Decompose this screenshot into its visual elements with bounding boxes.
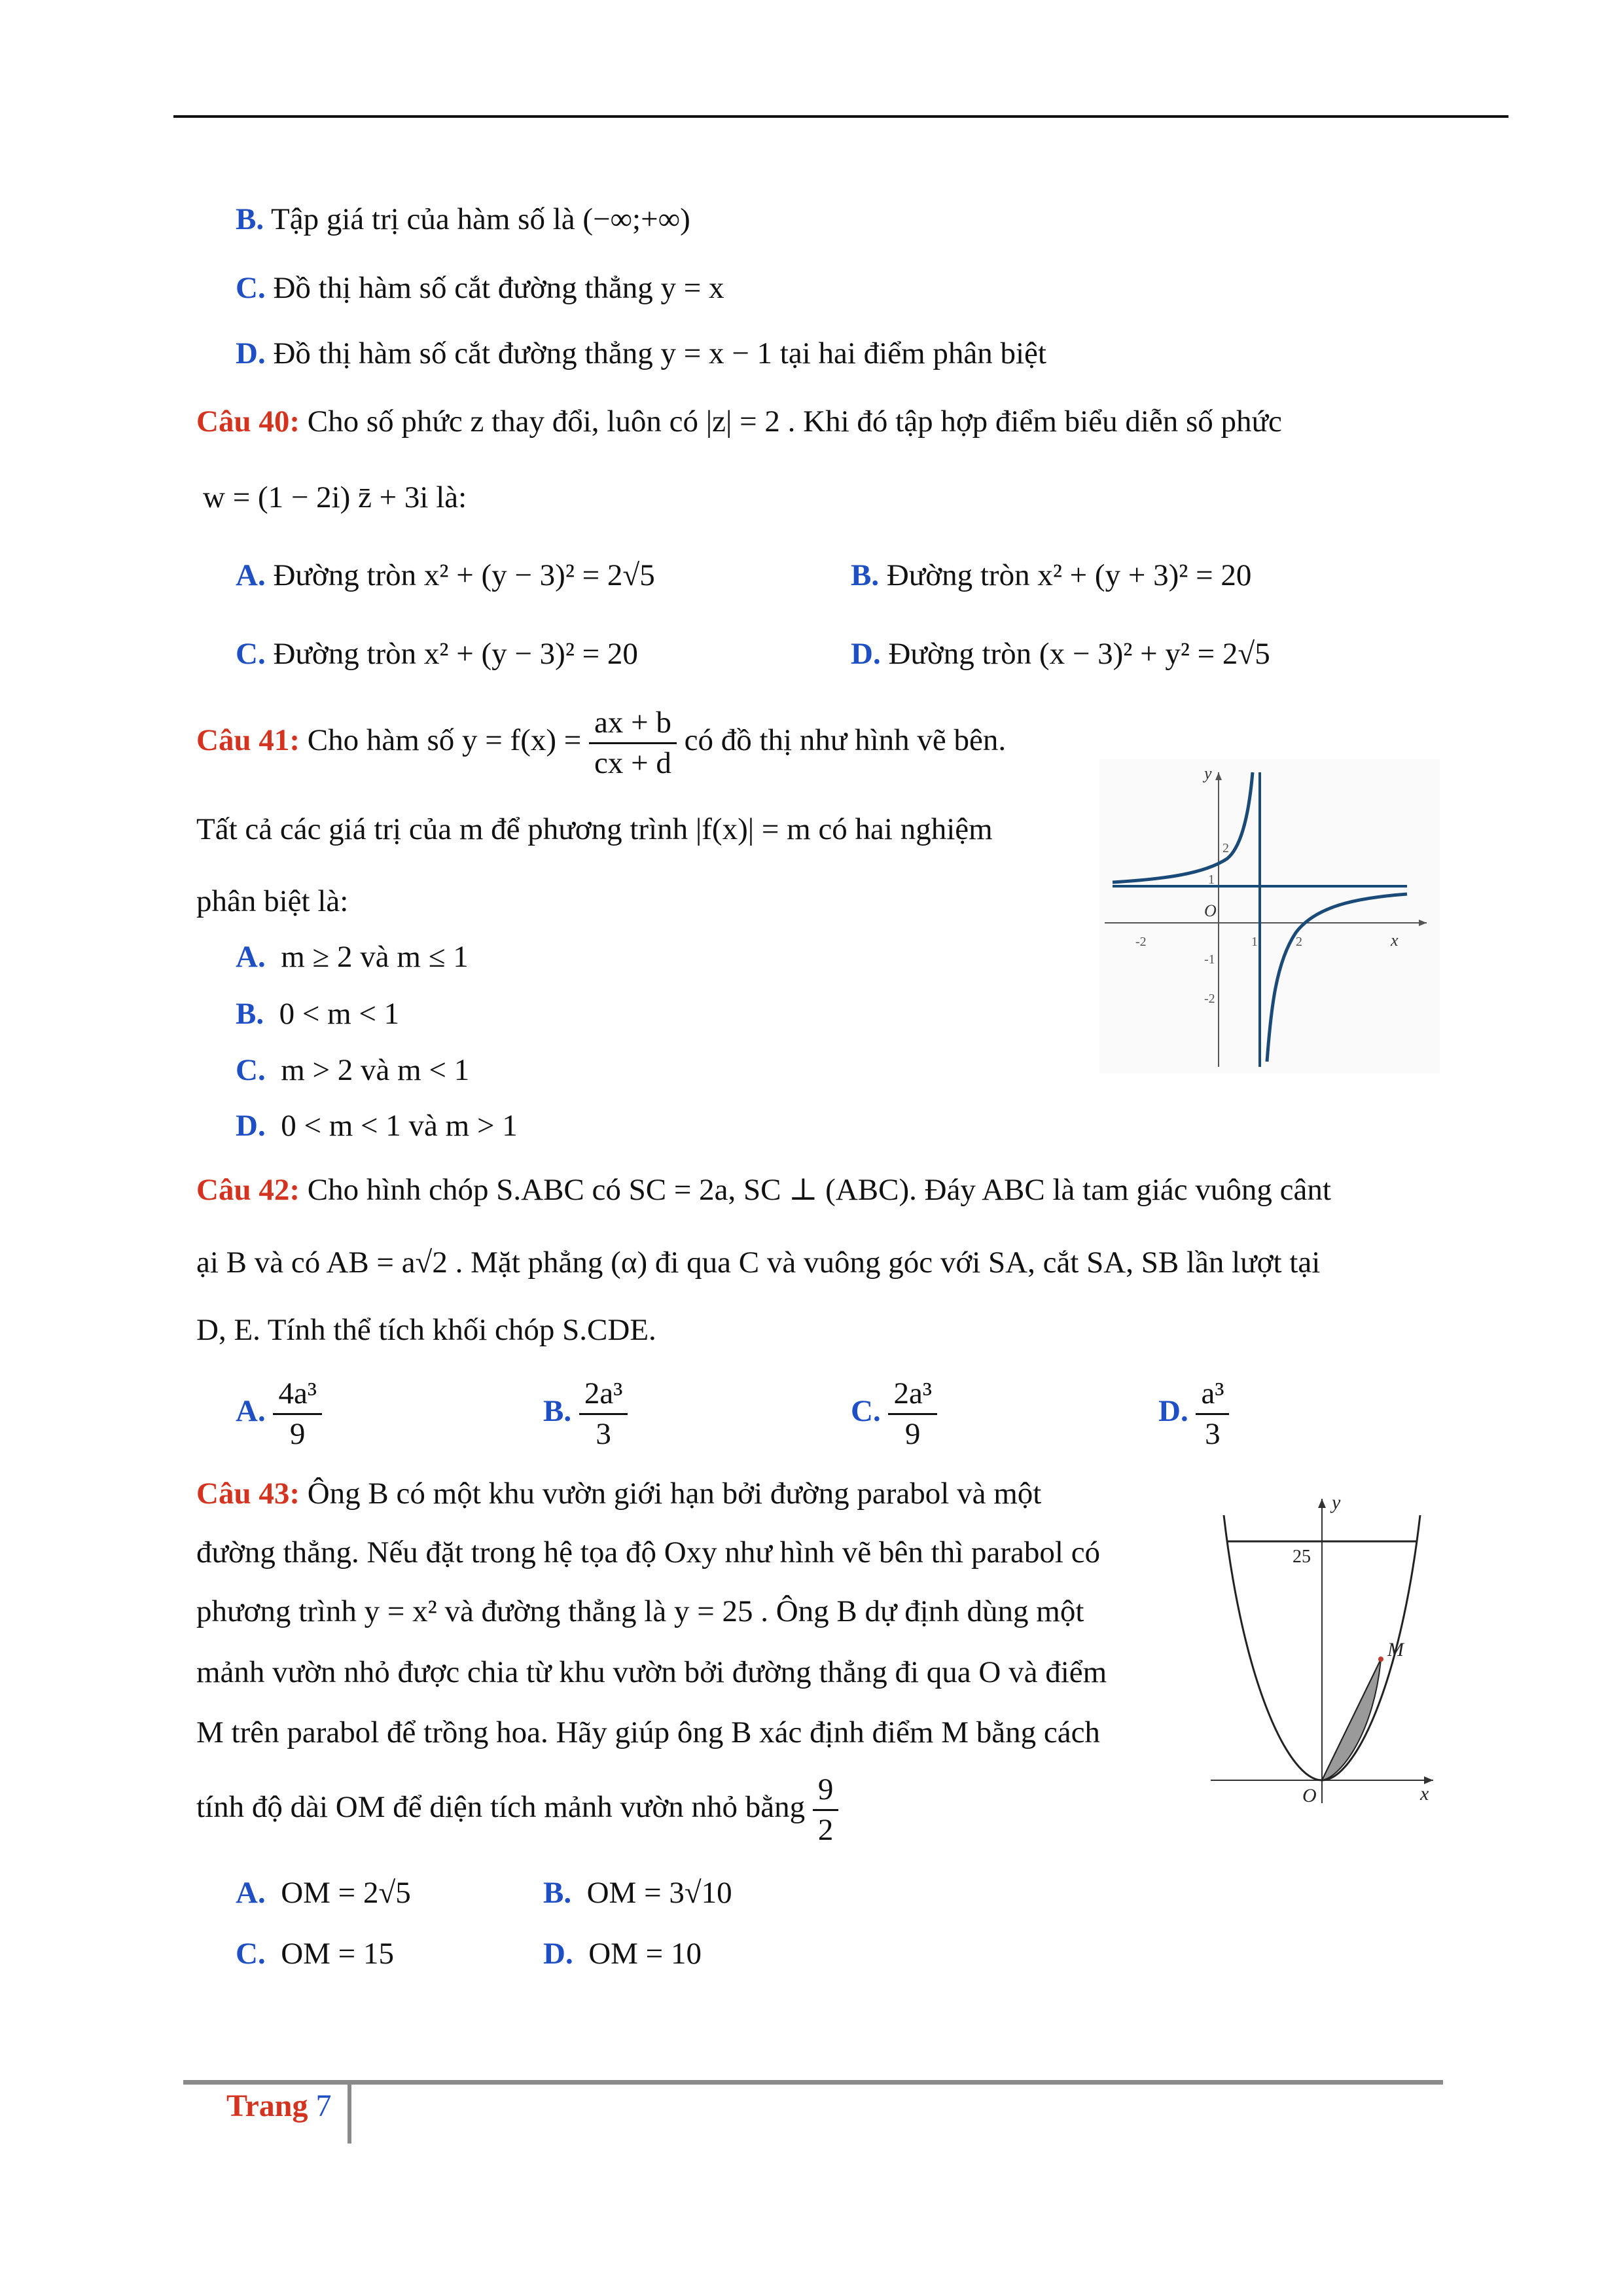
tick-x-neg2: -2 <box>1135 935 1147 949</box>
prev-option-b: B. Tập giá trị của hàm số là (−∞;+∞) <box>236 202 690 236</box>
level-label: 25 <box>1293 1547 1311 1567</box>
q40-option-d: D. Đường tròn (x − 3)² + y² = 2√5 <box>851 637 1270 671</box>
q43-graph <box>1198 1489 1440 1810</box>
q43-option-c: C. OM = 15 <box>236 1937 394 1971</box>
q41-line3: phân biệt là: <box>196 884 349 918</box>
q42-option-a: A. $\frac{\text{4a³}}{9}$ <box>236 1374 322 1454</box>
origin-label: O <box>1302 1785 1317 1806</box>
tick-y-2: 2 <box>1222 841 1229 855</box>
tick-x-1: 1 <box>1251 935 1258 949</box>
q43-line3: phương trình y = x² và đường thẳng là y = 25 . Ông B dự định dùng một <box>196 1594 1084 1628</box>
origin-label: O <box>1204 901 1217 920</box>
q43-line1: Câu 43: Ông B có một khu vườn giới hạn bởi đường parabol và một <box>196 1477 1042 1511</box>
tick-y-1: 1 <box>1208 872 1215 887</box>
q42-line3: D, E. Tính thể tích khối chóp S.CDE. <box>196 1313 656 1347</box>
tick-y-neg1: -1 <box>1204 952 1215 967</box>
x-axis-label: x <box>1391 931 1399 950</box>
q40-line1: Câu 40: Cho số phức z thay đổi, luôn có |z| = 2 . Khi đó tập hợp điểm biểu diễn số phức <box>196 404 1282 439</box>
q43-line2: đường thẳng. Nếu đặt trong hệ tọa độ Oxy như hình vẽ bên thì parabol có <box>196 1535 1101 1570</box>
q42-option-d: D. $\frac{\text{a³}}{3}$ <box>1158 1374 1229 1454</box>
q41-line1: Câu 41: Cho hàm số y = f(x) = $\frac{ax + b}{cx + d}$ có đồ thị như hình vẽ bên. <box>196 704 1006 783</box>
y-axis-arrow <box>1318 1499 1326 1508</box>
q41-graph <box>1099 759 1440 1073</box>
q43-fraction: $\frac{9}{2}$ <box>813 1770 839 1850</box>
footer-rule <box>183 2080 1443 2085</box>
q43-option-d: D. OM = 10 <box>543 1937 702 1971</box>
q43-line5: M trên parabol để trồng hoa. Hãy giúp ông B xác định điểm M bằng cách <box>196 1715 1100 1749</box>
page-number: 7 <box>315 2089 332 2123</box>
q41-fraction: $\frac{ax + b}{cx + d}$ <box>589 704 677 783</box>
q42-option-b: B. $\frac{\text{2a³}}{3}$ <box>543 1374 628 1454</box>
q43-line6: tính độ dài OM để diện tích mảnh vườn nhỏ bằng $\frac{9}{2}$ <box>196 1770 838 1850</box>
q42-line2: ại B và có AB = a√2 . Mặt phẳng (α) đi qua C và vuông góc với SA, cắt SA, SB lần lượt tại <box>196 1246 1321 1280</box>
q43-option-a: A. OM = 2√5 <box>236 1876 411 1910</box>
tick-x-2: 2 <box>1296 935 1302 949</box>
q41-line2: Tất cả các giá trị của m để phương trình |f(x)| = m có hai nghiệm <box>196 812 993 846</box>
y-axis-label: y <box>1204 764 1212 783</box>
q42-option-c: C. $\frac{\text{2a³}}{9}$ <box>851 1374 937 1454</box>
tick-y-neg2: -2 <box>1204 992 1215 1006</box>
q41-option-d: D. 0 < m < 1 và m > 1 <box>236 1109 518 1143</box>
page-footer: Trang 7 <box>226 2089 332 2123</box>
q42-line1: Câu 42: Cho hình chóp S.ABC có SC = 2a, SC ⊥ (ABC). Đáy ABC là tam giác vuông cânt <box>196 1173 1331 1207</box>
q40-option-a: A. Đường tròn x² + (y − 3)² = 2√5 <box>236 558 655 592</box>
q40-line2: w = (1 − 2i) z̄ + 3i là: <box>203 480 467 514</box>
header-rule <box>173 115 1508 118</box>
q40-option-c: C. Đường tròn x² + (y − 3)² = 20 <box>236 637 638 671</box>
q43-option-b: B. OM = 3√10 <box>543 1876 732 1910</box>
q41-option-a: A. m ≥ 2 và m ≤ 1 <box>236 940 469 974</box>
footer-divider <box>348 2081 351 2144</box>
prev-option-d: D. Đồ thị hàm số cắt đường thẳng y = x − 1 tại hai điểm phân biệt <box>236 336 1046 370</box>
prev-option-c: C. Đồ thị hàm số cắt đường thẳng y = x <box>236 271 724 305</box>
point-m-label: M <box>1387 1639 1404 1660</box>
q41-option-b: B. 0 < m < 1 <box>236 997 400 1031</box>
x-axis-label: x <box>1420 1783 1429 1804</box>
point-m <box>1378 1657 1383 1662</box>
y-axis-label: y <box>1332 1492 1341 1513</box>
q40-option-b: B. Đường tròn x² + (y + 3)² = 20 <box>851 558 1252 592</box>
q41-option-c: C. m > 2 và m < 1 <box>236 1053 470 1087</box>
q43-line4: mảnh vườn nhỏ được chia từ khu vườn bởi đường thẳng đi qua O và điểm <box>196 1655 1107 1689</box>
